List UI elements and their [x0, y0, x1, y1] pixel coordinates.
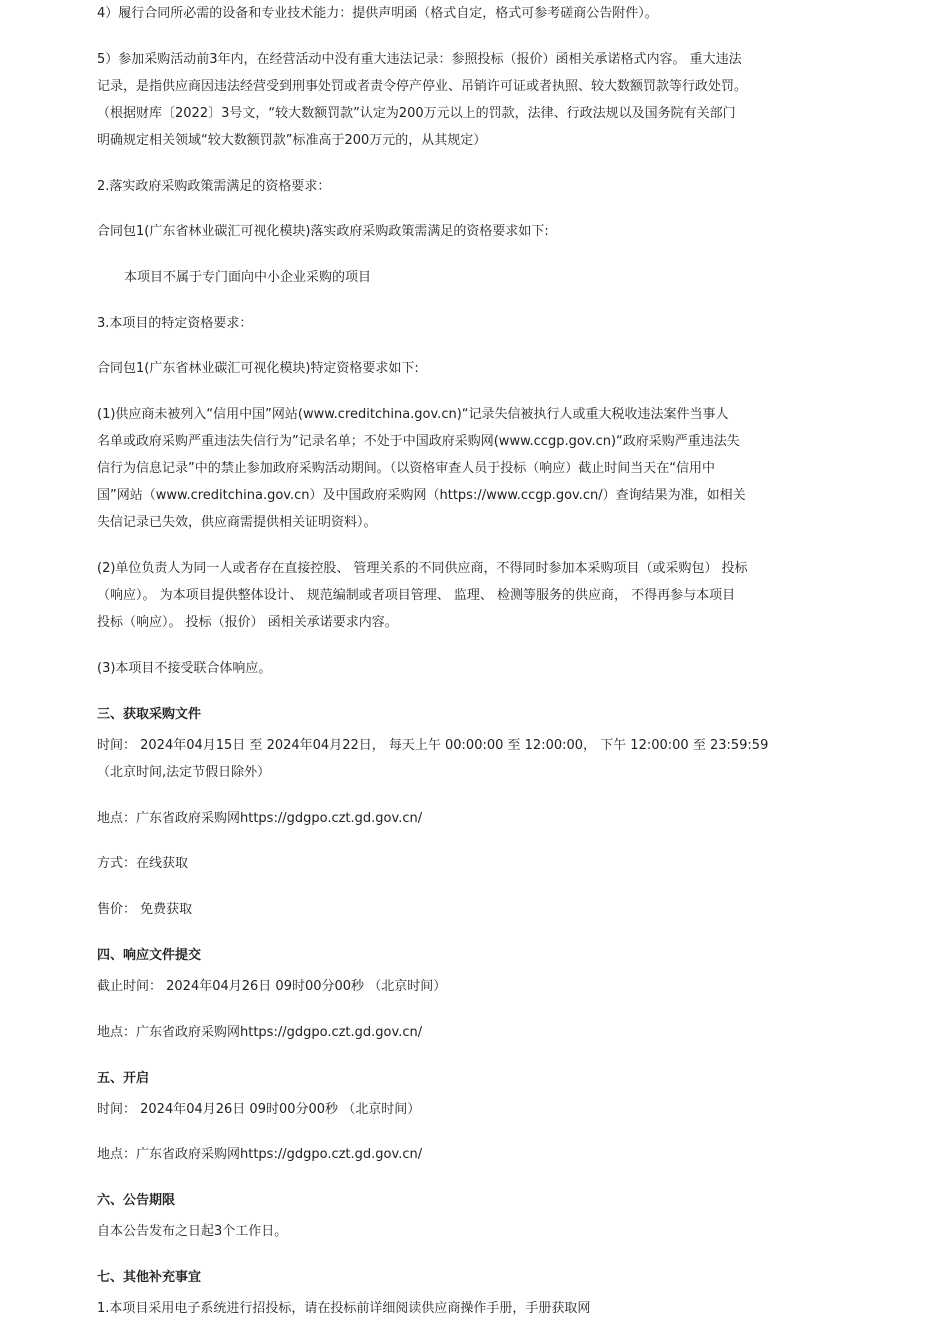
requirement-5-line-2: 记录，是指供应商因违法经营受到刑事处罚或者责令停产停业、吊销许可证或者执照、较大数额罚款等行政处罚。 — [97, 79, 748, 94]
specific-requirements-title: 3.本项目的特定资格要求： — [97, 316, 253, 331]
section-7-heading: 七、其他补充事宜 — [97, 1270, 202, 1285]
policy-requirements-title: 2.落实政府采购政策需满足的资格要求： — [97, 179, 331, 194]
acquire-method: 方式：在线获取 — [97, 856, 189, 871]
acquire-price: 售价： 免费获取 — [97, 902, 193, 917]
section-4-heading: 四、响应文件提交 — [97, 948, 202, 963]
section-3-heading: 三、获取采购文件 — [97, 707, 202, 722]
specific-req-1-line-4: 国”网站（www.creditchina.gov.cn）及中国政府采购网（https://www.ccgp.gov.cn/）查询结果为准，如相关 — [97, 488, 746, 503]
requirement-4: 4）履行合同所必需的设备和专业技术能力：提供声明函（格式自定，格式可参考磋商公告附件）。 — [97, 6, 658, 21]
policy-item: 本项目不属于专门面向中小企业采购的项目 — [124, 270, 372, 285]
supplementary-item-1: 1.本项目采用电子系统进行招投标，请在投标前详细阅读供应商操作手册，手册获取网 — [97, 1301, 591, 1316]
specific-req-1-line-5: 失信记录已失效，供应商需提供相关证明资料）。 — [97, 515, 377, 530]
specific-req-2-line-1: (2)单位负责人为同一人或者存在直接控股、 管理关系的不同供应商，不得同时参加本采购项目（或采购包） 投标 — [97, 561, 748, 576]
requirement-5-line-4: 明确规定相关领域“较大数额罚款”标准高于200万元的，从其规定） — [97, 133, 487, 148]
acquire-time-line-1: 时间： 2024年04月15日 至 2024年04月22日， 每天上午 00:00:00 至 12:00:00， 下午 12:00:00 至 23:59:59 — [97, 738, 769, 753]
submission-place: 地点：广东省政府采购网https://gdgpo.czt.gd.gov.cn/ — [97, 1025, 423, 1040]
notice-period: 自本公告发布之日起3个工作日。 — [97, 1224, 288, 1239]
requirement-5-line-3: （根据财库〔2022〕3号文，“较大数额罚款”认定为200万元以上的罚款，法律、行政法规以及国务院有关部门 — [97, 106, 736, 121]
opening-time: 时间： 2024年04月26日 09时00分00秒 （北京时间） — [97, 1102, 421, 1117]
policy-package-line: 合同包1(广东省林业碳汇可视化模块)落实政府采购政策需满足的资格要求如下: — [97, 224, 549, 239]
section-5-heading: 五、开启 — [97, 1071, 150, 1086]
specific-package-line: 合同包1(广东省林业碳汇可视化模块)特定资格要求如下: — [97, 361, 419, 376]
specific-req-1-line-2: 名单或政府采购严重违法失信行为”记录名单；不处于中国政府采购网(www.ccgp.gov.cn)“政府采购严重违法失 — [97, 434, 740, 449]
specific-req-2-line-2: （响应）。 为本项目提供整体设计、 规范编制或者项目管理、 监理、 检测等服务的供应商， 不得再参与本项目 — [97, 588, 736, 603]
submission-deadline: 截止时间： 2024年04月26日 09时00分00秒 （北京时间） — [97, 979, 447, 994]
requirement-5-line-1: 5）参加采购活动前3年内，在经营活动中没有重大违法记录：参照投标（报价）函相关承诺格式内容。 重大违法 — [97, 52, 742, 67]
specific-req-1-line-1: (1)供应商未被列入“信用中国”网站(www.creditchina.gov.cn)“记录失信被执行人或重大税收违法案件当事人 — [97, 407, 729, 422]
opening-place: 地点：广东省政府采购网https://gdgpo.czt.gd.gov.cn/ — [97, 1147, 423, 1162]
section-6-heading: 六、公告期限 — [97, 1193, 176, 1208]
specific-req-1-line-3: 信行为信息记录”中的禁止参加政府采购活动期间。（以资格审查人员于投标（响应）截止时间当天在“信用中 — [97, 461, 715, 476]
specific-req-3: (3)本项目不接受联合体响应。 — [97, 661, 272, 676]
specific-req-2-line-3: 投标（响应）。 投标（报价） 函相关承诺要求内容。 — [97, 615, 398, 630]
acquire-place: 地点：广东省政府采购网https://gdgpo.czt.gd.gov.cn/ — [97, 811, 423, 826]
acquire-time-line-2: （北京时间,法定节假日除外） — [97, 765, 271, 780]
